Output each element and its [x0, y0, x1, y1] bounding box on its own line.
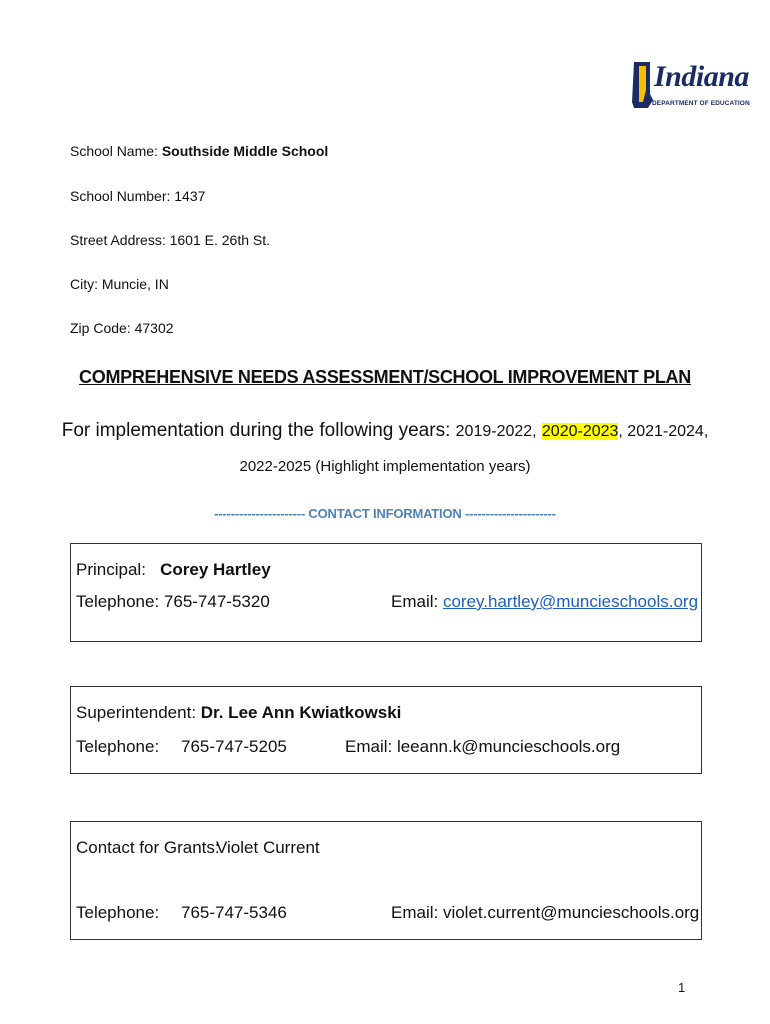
implementation-prefix: For implementation during the following years:	[61, 420, 451, 441]
street-address: Street Address: 1601 E. 26th St.	[70, 232, 271, 248]
superintendent-telephone-label: Telephone:	[76, 737, 160, 756]
year-2021-2024: , 2021-2024,	[618, 423, 709, 440]
principal-label: Principal:	[76, 560, 146, 579]
superintendent-label: Superintendent:	[76, 703, 197, 722]
grants-telephone: 765-747-5346	[181, 903, 287, 922]
year-2019-2022: 2019-2022,	[455, 423, 537, 440]
city: City: Muncie, IN	[70, 276, 169, 292]
plan-title: COMPREHENSIVE NEEDS ASSESSMENT/SCHOOL IMPROVEMENT PLAN	[79, 367, 691, 387]
principal-telephone: Telephone: 765-747-5320	[76, 592, 270, 611]
superintendent-email: Email: leeann.k@muncieschools.org	[345, 737, 621, 756]
principal-name: Corey Hartley	[160, 560, 271, 579]
contact-information-header: ---------------------- CONTACT INFORMATION ----------------------	[214, 506, 556, 521]
principal-email-line	[391, 592, 698, 612]
grants-contact-box	[70, 821, 702, 940]
superintendent-line	[76, 703, 401, 723]
grants-telephone-label: Telephone:	[76, 903, 160, 922]
indiana-doe-logo	[630, 58, 750, 112]
superintendent-name: Dr. Lee Ann Kwiatkowski	[200, 703, 402, 722]
grants-contact-name: Violet Current	[216, 838, 320, 857]
grants-label: Contact for Grants:	[76, 838, 220, 857]
school-name-line	[70, 143, 328, 159]
logo-wordmark: Indiana	[654, 60, 749, 93]
zip-code: Zip Code: 47302	[70, 320, 174, 336]
principal-contact-box	[70, 543, 702, 642]
logo-subtitle: DEPARTMENT OF EDUCATION	[652, 100, 750, 107]
superintendent-telephone: 765-747-5205	[181, 737, 287, 756]
principal-email-label: Email:	[391, 592, 439, 611]
year-2020-2023-highlighted: 2020-2023	[541, 423, 619, 440]
implementation-years-note: 2022-2025 (Highlight implementation years)	[239, 458, 531, 475]
principal-line	[76, 560, 271, 580]
implementation-years-line	[0, 420, 770, 442]
principal-email-link[interactable]: corey.hartley@muncieschools.org	[442, 592, 699, 611]
superintendent-contact-box	[70, 686, 702, 774]
indiana-state-icon	[630, 60, 654, 110]
school-name-label: School Name:	[70, 143, 158, 159]
page-number: 1	[678, 980, 686, 995]
school-name-value: Southside Middle School	[161, 143, 329, 159]
school-number: School Number: 1437	[70, 188, 206, 204]
grants-email: Email: violet.current@muncieschools.org	[391, 903, 700, 922]
